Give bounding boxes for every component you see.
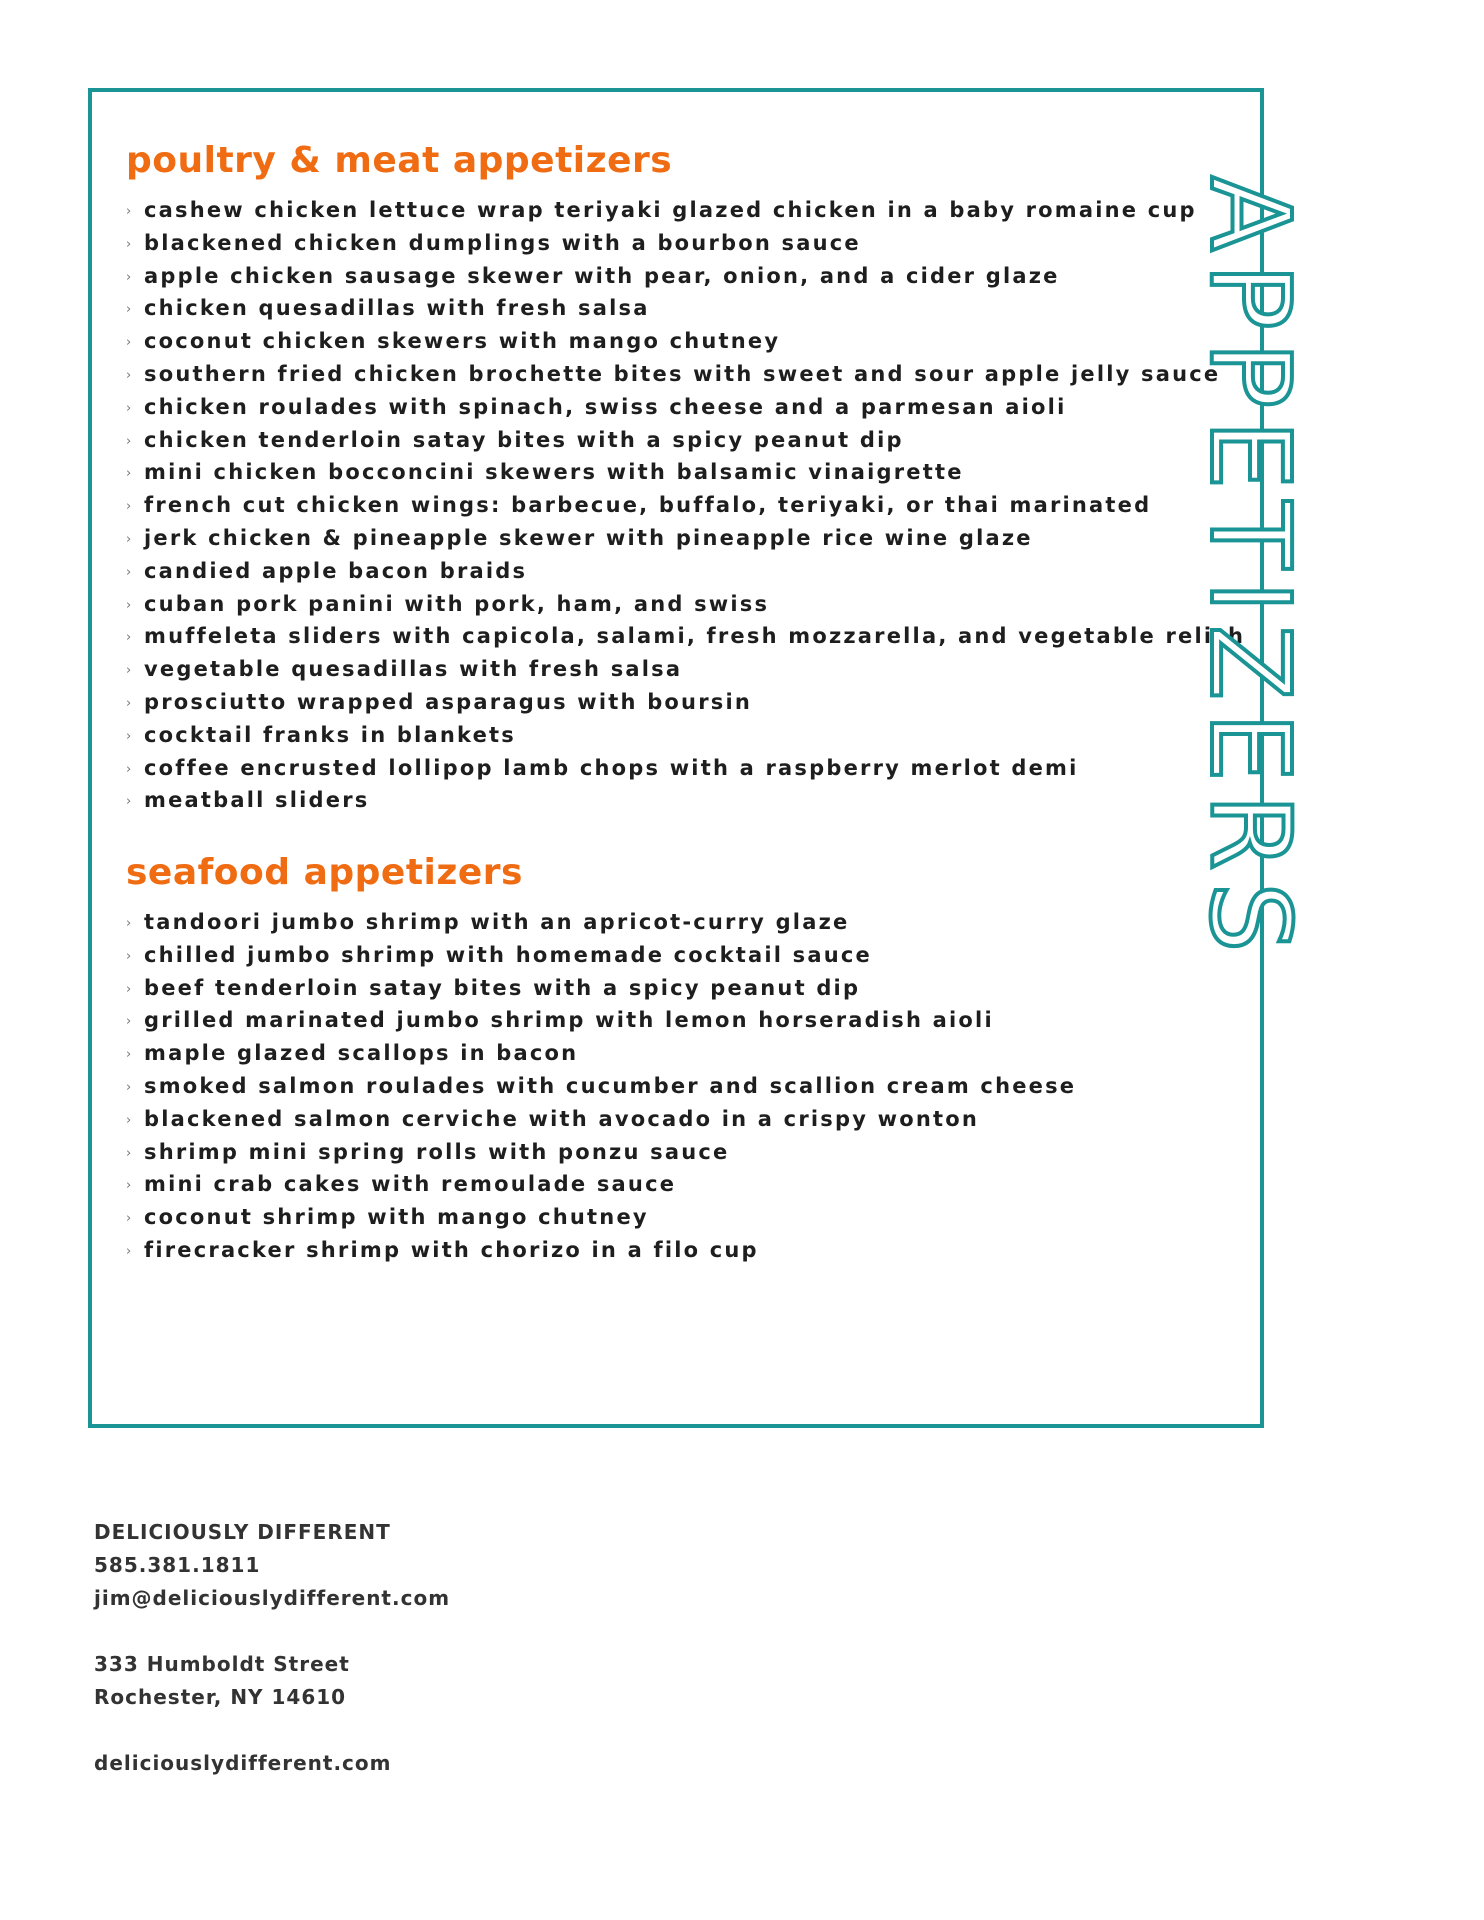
chevron-right-icon: ›	[126, 761, 132, 777]
contact-block	[94, 1516, 450, 1780]
chevron-right-icon: ›	[126, 1145, 132, 1161]
chevron-right-icon: ›	[126, 1243, 132, 1259]
chevron-right-icon: ›	[126, 367, 132, 383]
menu-item-text: candied apple bacon braids	[144, 558, 528, 583]
seafood-section	[126, 850, 1226, 1267]
menu-item	[126, 292, 1226, 325]
menu-item-text: coconut chicken skewers with mango chutney	[144, 329, 781, 354]
menu-item-text: maple glazed scallops in bacon	[144, 1041, 579, 1066]
menu-item	[126, 1136, 1226, 1169]
menu-item-text: shrimp mini spring rolls with ponzu sauce	[144, 1139, 730, 1164]
menu-item-text: jerk chicken & pineapple skewer with pineapple rice wine glaze	[144, 525, 1033, 550]
menu-item-text: muffeleta sliders with capicola, salami, fresh mozzarella, and vegetable relish	[144, 624, 1246, 649]
city-state-zip: Rochester, NY 14610	[94, 1685, 347, 1709]
menu-item	[126, 1234, 1226, 1267]
menu-item-text: chicken roulades with spinach, swiss cheese and a parmesan aioli	[144, 394, 1067, 419]
chevron-right-icon: ›	[126, 531, 132, 547]
menu-item	[126, 522, 1226, 555]
menu-item	[126, 906, 1226, 939]
menu-item-text: blackened salmon cerviche with avocado in a crispy wonton	[144, 1106, 980, 1131]
menu-item-text: chicken tenderloin satay bites with a spicy peanut dip	[144, 427, 904, 452]
company-name: DELICIOUSLY DIFFERENT	[94, 1520, 391, 1544]
menu-item-text: meatball sliders	[144, 788, 370, 813]
menu-item-text: blackened chicken dumplings with a bourbon sauce	[144, 230, 861, 255]
section-heading: poultry & meat appetizers	[126, 140, 673, 181]
chevron-right-icon: ›	[126, 630, 132, 646]
menu-item	[126, 719, 1226, 752]
menu-item	[126, 1037, 1226, 1070]
menu-item	[126, 325, 1226, 358]
chevron-right-icon: ›	[126, 981, 132, 997]
chevron-right-icon: ›	[126, 269, 132, 285]
poultry-meat-section	[126, 138, 1246, 817]
chevron-right-icon: ›	[126, 499, 132, 515]
page-title: APPETIZERS	[1186, 176, 1314, 965]
menu-item	[126, 391, 1226, 424]
chevron-right-icon: ›	[126, 204, 132, 219]
menu-item	[126, 939, 1226, 972]
menu-item-text: coconut shrimp with mango chutney	[144, 1205, 649, 1230]
menu-item	[126, 784, 1226, 817]
menu-item	[126, 972, 1226, 1005]
menu-item-text: cocktail franks in blankets	[144, 722, 516, 747]
menu-item-text: chicken quesadillas with fresh salsa	[144, 296, 650, 321]
chevron-right-icon: ›	[126, 1211, 132, 1227]
menu-item	[126, 1168, 1226, 1201]
menu-item-text: prosciutto wrapped asparagus with boursin	[144, 689, 753, 714]
menu-item-list	[126, 194, 1246, 817]
menu-item-text: vegetable quesadillas with fresh salsa	[144, 657, 683, 682]
menu-item-text: grilled marinated jumbo shrimp with lemon horseradish aioli	[144, 1008, 994, 1033]
phone-number: 585.381.1811	[94, 1553, 261, 1577]
section-heading: seafood appetizers	[126, 852, 523, 893]
chevron-right-icon: ›	[126, 695, 132, 711]
menu-item	[126, 358, 1226, 391]
menu-item	[126, 620, 1246, 653]
menu-item-text: mini chicken bocconcini skewers with balsamic vinaigrette	[144, 460, 964, 485]
menu-item-text: chilled jumbo shrimp with homemade cocktail sauce	[144, 942, 872, 967]
chevron-right-icon: ›	[126, 400, 132, 416]
chevron-right-icon: ›	[126, 663, 132, 679]
menu-item-text: french cut chicken wings: barbecue, buffalo, teriyaki, or thai marinated	[144, 493, 1152, 518]
chevron-right-icon: ›	[126, 564, 132, 580]
menu-item	[126, 1004, 1226, 1037]
menu-item	[126, 1103, 1226, 1136]
chevron-right-icon: ›	[126, 1079, 132, 1095]
contact-spacer	[94, 1615, 450, 1648]
menu-item	[126, 227, 1226, 260]
chevron-right-icon: ›	[126, 794, 132, 810]
menu-item	[126, 489, 1226, 522]
chevron-right-icon: ›	[126, 948, 132, 964]
menu-item-text: coffee encrusted lollipop lamb chops with a raspberry merlot demi	[144, 755, 1079, 780]
menu-item	[126, 653, 1226, 686]
menu-item	[126, 1070, 1226, 1103]
chevron-right-icon: ›	[126, 1014, 132, 1030]
chevron-right-icon: ›	[126, 236, 132, 252]
menu-item	[126, 194, 1226, 227]
menu-item	[126, 588, 1226, 621]
chevron-right-icon: ›	[126, 466, 132, 482]
website: deliciouslydifferent.com	[94, 1751, 392, 1775]
menu-item-text: apple chicken sausage skewer with pear, onion, and a cider glaze	[144, 263, 1060, 288]
chevron-right-icon: ›	[126, 1047, 132, 1063]
menu-item-list	[126, 906, 1226, 1267]
menu-item	[126, 686, 1226, 719]
menu-item-text: cuban pork panini with pork, ham, and swiss	[144, 591, 770, 616]
menu-item-text: tandoori jumbo shrimp with an apricot-curry glaze	[144, 910, 850, 934]
menu-item-text: cashew chicken lettuce wrap teriyaki glazed chicken in a baby romaine cup	[144, 198, 1197, 222]
menu-item-text: beef tenderloin satay bites with a spicy peanut dip	[144, 975, 861, 1000]
chevron-right-icon: ›	[126, 916, 132, 931]
menu-item-text: mini crab cakes with remoulade sauce	[144, 1172, 677, 1197]
chevron-right-icon: ›	[126, 728, 132, 744]
menu-item	[126, 424, 1226, 457]
menu-item	[126, 752, 1226, 785]
chevron-right-icon: ›	[126, 335, 132, 351]
chevron-right-icon: ›	[126, 1112, 132, 1128]
menu-item	[126, 1201, 1226, 1234]
menu-item	[126, 456, 1226, 489]
menu-item-text: smoked salmon roulades with cucumber and scallion cream cheese	[144, 1073, 1077, 1098]
menu-item-text: southern fried chicken brochette bites with sweet and sour apple jelly sauce	[144, 361, 1221, 386]
chevron-right-icon: ›	[126, 597, 132, 613]
menu-item	[126, 555, 1226, 588]
menu-item-text: firecracker shrimp with chorizo in a filo cup	[144, 1237, 759, 1262]
chevron-right-icon: ›	[126, 1178, 132, 1194]
street-address: 333 Humboldt Street	[94, 1652, 350, 1676]
menu-item	[126, 260, 1226, 293]
contact-spacer	[94, 1714, 450, 1747]
email-address: jim@deliciouslydifferent.com	[94, 1586, 451, 1610]
chevron-right-icon: ›	[126, 302, 132, 318]
chevron-right-icon: ›	[126, 433, 132, 449]
